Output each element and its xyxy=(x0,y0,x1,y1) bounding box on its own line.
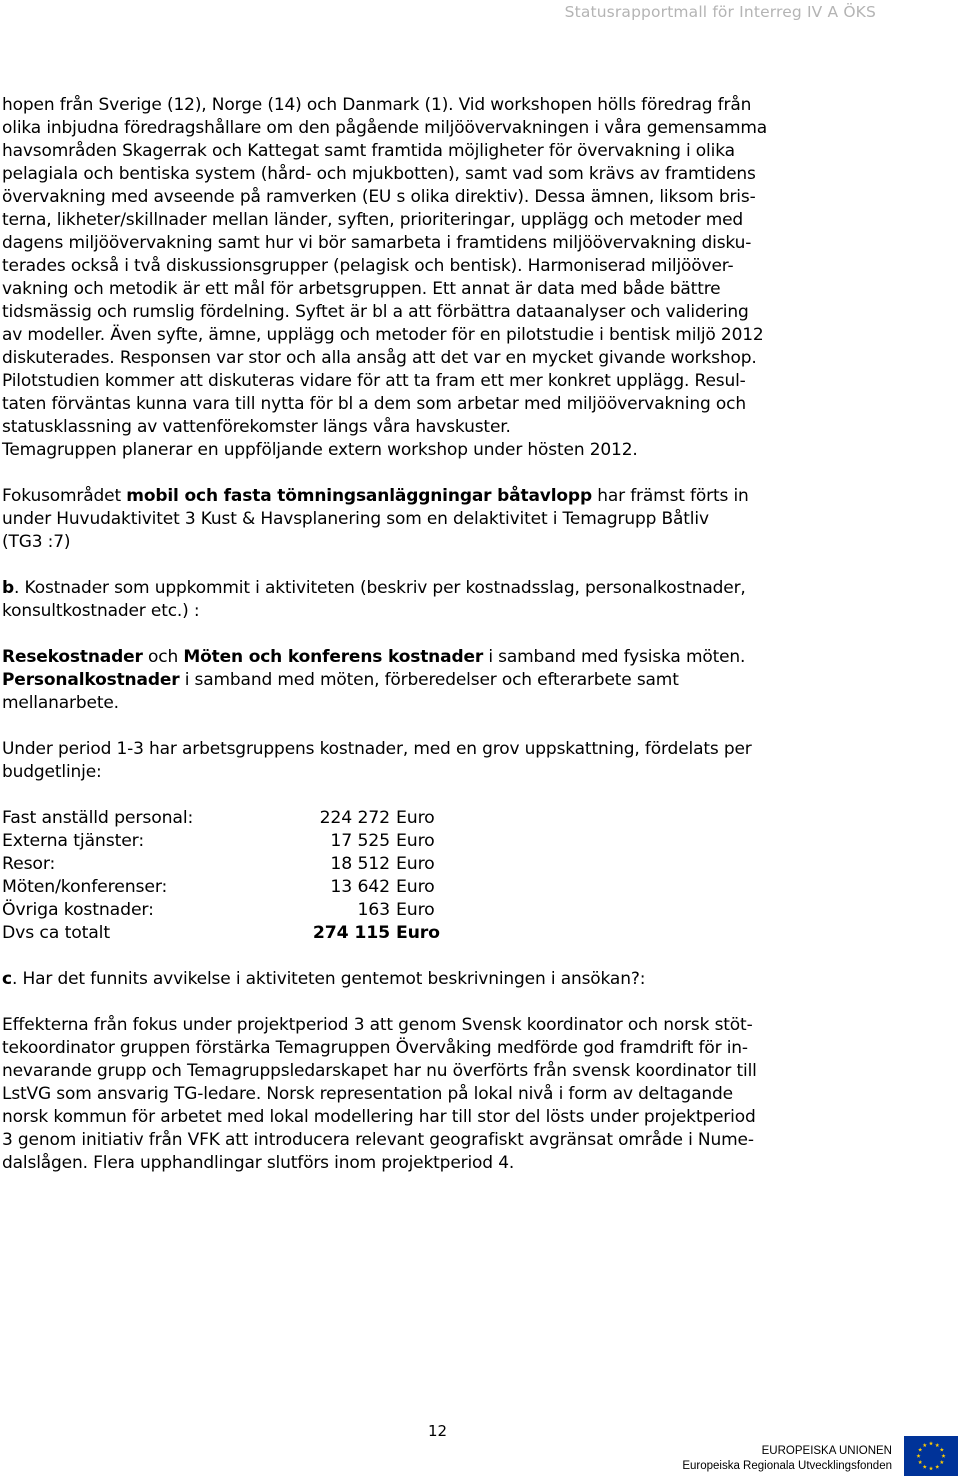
eu-union-name: EUROPEISKA UNIONEN xyxy=(761,1445,892,1457)
budget-total-row xyxy=(2,922,440,945)
text-line xyxy=(2,646,868,669)
document-body xyxy=(2,94,868,1175)
text-line: budgetlinje: xyxy=(2,762,102,782)
text-line: LstVG som ansvarig TG-ledare. Norsk representation på lokal nivå i form av deltagande xyxy=(2,1084,733,1104)
table-row xyxy=(2,876,440,899)
section-c-question xyxy=(2,968,868,991)
cost-type: Personalkostnader xyxy=(2,670,180,690)
text-line: tekoordinator gruppen förstärka Temagruppen Övervåking medförde god framdrift för in- xyxy=(2,1038,748,1058)
text-line: Effekterna från fokus under projektperiod 3 att genom Svensk koordinator och norsk stöt- xyxy=(2,1015,753,1035)
eu-fund-name: Europeiska Regionala Utvecklingsfonden xyxy=(682,1460,892,1472)
eu-funding-label xyxy=(682,1444,892,1474)
text-line: hopen från Sverige (12), Norge (14) och Danmark (1). Vid workshopen hölls föredrag från xyxy=(2,95,752,115)
table-row xyxy=(2,899,440,922)
document-header: Statusrapportmall för Interreg IV A ÖKS xyxy=(564,3,876,21)
eu-flag-icon xyxy=(904,1436,958,1476)
text-line xyxy=(2,968,868,991)
budget-label: Externa tjänster: xyxy=(2,831,144,851)
budget-label: Övriga kostnader: xyxy=(2,900,154,920)
budget-amount: 224 272 xyxy=(319,808,390,828)
focus-paragraph xyxy=(2,485,868,554)
period-paragraph xyxy=(2,738,868,784)
text-line: nevarande grupp och Temagruppsledarskapet har nu överförts från svensk koordinator till xyxy=(2,1061,757,1081)
text-line: konsultkostnader etc.) : xyxy=(2,601,200,621)
workshop-paragraph xyxy=(2,94,868,462)
budget-total-label: Dvs ca totalt xyxy=(2,923,110,943)
text-line: taten förväntas kunna vara till nytta för bl a dem som arbetar med miljöövervakning och xyxy=(2,394,746,414)
cost-types-paragraph xyxy=(2,646,868,715)
text-line xyxy=(2,577,868,600)
cost-type: Möten och konferens kostnader xyxy=(183,647,484,667)
text-run: och xyxy=(142,647,184,667)
text-line: vakning och metodik är ett mål för arbetsgruppen. Ett annat är data med både bättre xyxy=(2,279,721,299)
text-run: i samband med fysiska möten. xyxy=(483,647,746,667)
budget-amount: 13 642 xyxy=(330,877,390,897)
text-line: olika inbjudna föredragshållare om den pågående miljöövervakningen i våra gemensamma xyxy=(2,118,768,138)
budget-amount: 18 512 xyxy=(330,854,390,874)
budget-unit: Euro xyxy=(396,831,435,851)
text-line: norsk kommun för arbetet med lokal modellering har till stor del lösts under projektperiod xyxy=(2,1107,756,1127)
text-line: Under period 1-3 har arbetsgruppens kostnader, med en grov uppskattning, fördelats per xyxy=(2,739,752,759)
table-row xyxy=(2,807,440,830)
text-line: (TG3 :7) xyxy=(2,532,71,552)
text-line: diskuterades. Responsen var stor och alla ansåg att det var en mycket givande workshop. xyxy=(2,348,757,368)
section-marker: b xyxy=(2,578,15,598)
text-line xyxy=(2,669,868,692)
text-line: dagens miljöövervakning samt hur vi bör samarbeta i framtidens miljöövervakning disku- xyxy=(2,233,752,253)
budget-total-unit: Euro xyxy=(396,923,440,943)
budget-amount: 17 525 xyxy=(330,831,390,851)
text-line: terades också i två diskussionsgrupper (pelagisk och bentisk). Harmoniserad miljööver- xyxy=(2,256,734,276)
budget-label: Resor: xyxy=(2,854,56,874)
section-marker: c xyxy=(2,969,12,989)
text-run: Fokusområdet xyxy=(2,486,127,506)
focus-area-name: mobil och fasta tömningsanläggningar båtavlopp xyxy=(126,486,592,506)
cost-type: Resekostnader xyxy=(2,647,143,667)
page-number: 12 xyxy=(428,1422,448,1440)
text-run: i samband med möten, förberedelser och efterarbete samt xyxy=(179,670,679,690)
budget-unit: Euro xyxy=(396,900,435,920)
text-line: pelagiala och bentiska system (hård- och mjukbotten), samt vad som krävs av framtidens xyxy=(2,164,756,184)
text-line: statusklassning av vattenförekomster längs våra havskuster. xyxy=(2,417,511,437)
section-b-question xyxy=(2,577,868,623)
text-line: 3 genom initiativ från VFK att introducera relevant geografiskt avgränsat område i Nume- xyxy=(2,1130,754,1150)
text-line: av modeller. Även syfte, ämne, upplägg och metoder för en pilotstudie i bentisk miljö 2012 xyxy=(2,325,764,345)
effects-paragraph xyxy=(2,1014,868,1175)
text-line: under Huvudaktivitet 3 Kust & Havsplanering som en delaktivitet i Temagrupp Båtliv xyxy=(2,509,709,529)
budget-unit: Euro xyxy=(396,808,435,828)
text-line: övervakning med avseende på ramverken (EU s olika direktiv). Dessa ämnen, liksom bris- xyxy=(2,187,756,207)
table-row xyxy=(2,853,440,876)
text-run: . Kostnader som uppkommit i aktiviteten (beskriv per kostnadsslag, personalkostnader, xyxy=(14,578,746,598)
budget-amount: 163 xyxy=(357,900,390,920)
text-line xyxy=(2,485,868,508)
text-run: . Har det funnits avvikelse i aktiviteten gentemot beskrivningen i ansökan?: xyxy=(11,969,646,989)
text-line: Temagruppen planerar en uppföljande extern workshop under hösten 2012. xyxy=(2,440,638,460)
budget-total-amount: 274 115 xyxy=(312,923,390,943)
text-line: mellanarbete. xyxy=(2,693,119,713)
text-line: terna, likheter/skillnader mellan länder, syften, prioriteringar, upplägg och metoder med xyxy=(2,210,744,230)
text-line: Pilotstudien kommer att diskuteras vidare för att ta fram ett mer konkret upplägg. Resul- xyxy=(2,371,746,391)
budget-unit: Euro xyxy=(396,877,435,897)
text-line: havsområden Skagerrak och Kattegat samt framtida möjligheter för övervakning i olika xyxy=(2,141,735,161)
budget-label: Möten/konferenser: xyxy=(2,877,168,897)
budget-table xyxy=(2,807,440,945)
text-line: dalslågen. Flera upphandlingar slutförs inom projektperiod 4. xyxy=(2,1153,515,1173)
budget-label: Fast anställd personal: xyxy=(2,808,194,828)
budget-unit: Euro xyxy=(396,854,435,874)
text-run: har främst förts in xyxy=(591,486,749,506)
text-line: tidsmässig och rumslig fördelning. Syftet är bl a att förbättra dataanalyser och validering xyxy=(2,302,749,322)
table-row xyxy=(2,830,440,853)
